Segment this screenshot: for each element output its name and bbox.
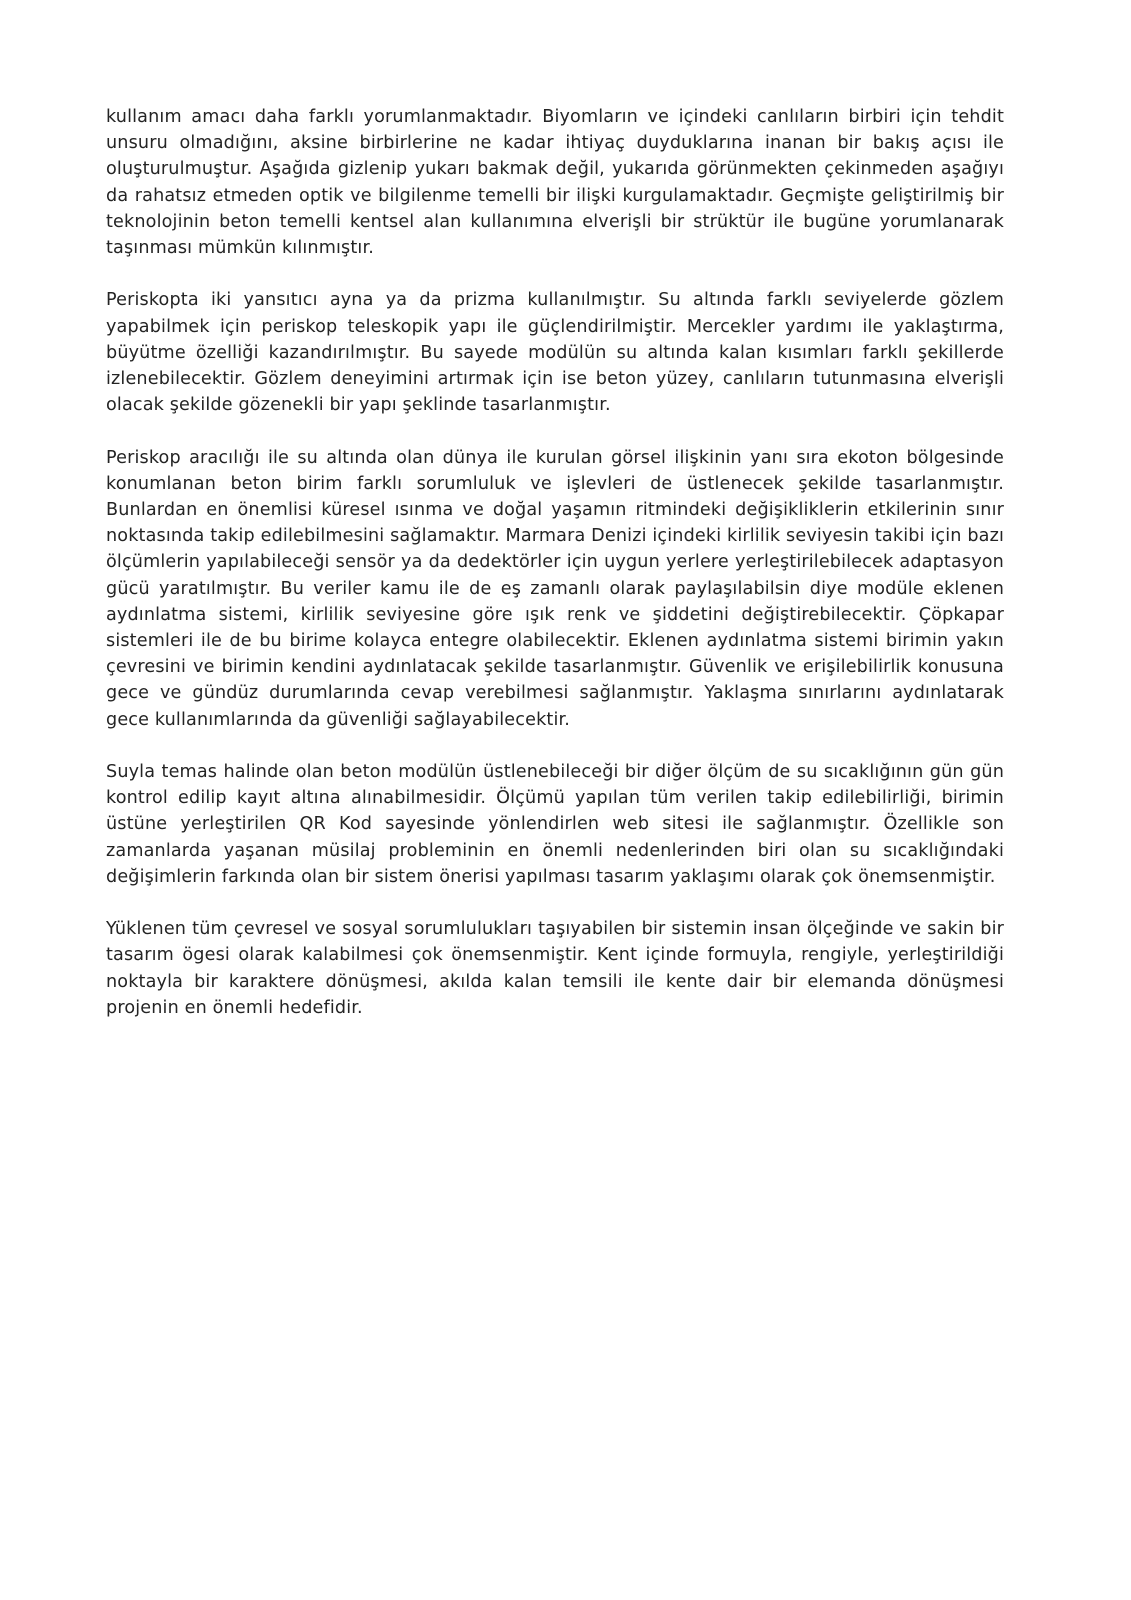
paragraph-concept: kullanım amacı daha farklı yorumlanmaktadır. Biyomların ve içindeki canlıların birbiri için tehdit unsuru olmadığını, aksine birbirlerine ne kadar ihtiyaç duyduklarına inanan bir bakış açısı ile oluşturulmuştur. Aşağıda gizlenip yukarı bakmak değil, yukarıda görünmekten çekinmeden aşağıyı da rahatsız etmeden optik ve bilgilenme temelli bir ilişki kurgulamaktadır. Geçmişte geliştirilmiş bir teknolojinin beton temelli kentsel alan kullanımına elverişli bir strüktür ile bugüne yorumlanarak taşınması mümkün kılınmıştır. <box>106 107 1004 259</box>
paragraph-periscope-optics: Periskopta iki yansıtıcı ayna ya da prizma kullanılmıştır. Su altında farklı seviyelerde gözlem yapabilmek için periskop teleskopik yapı ile güçlendirilmiştir. Mercekler yardımı ile yaklaştırma, büyütme özelliği kazandırılmıştır. Bu sayede modülün su altında kalan kısımları farklı şekillerde izlenebilecektir. Gözlem deneyimini artırmak için ise beton yüzey, canlıların tutunmasına elverişli olacak şekilde gözenekli bir yapı şeklinde tasarlanmıştır. <box>106 290 1004 416</box>
document-page <box>106 104 1004 1021</box>
paragraph-water-temperature: Suyla temas halinde olan beton modülün üstlenebileceği bir diğer ölçüm de su sıcaklığının gün gün kontrol edilip kayıt altına alınabilmesidir. Ölçümü yapılan tüm verilen takip edilebilirliği, birimin üstüne yerleştirilen QR Kod sayesinde yönlendirlen web sitesi ile sağlanmıştır. Özellikle son zamanlarda yaşanan müsilaj probleminin en önemli nedenlerinden biri olan su sıcaklığındaki değişimlerin farkında olan bir sistem önerisi yapılması tasarım yaklaşımı olarak çok önemsenmiştir. <box>106 762 1004 887</box>
paragraph-monitoring-lighting: Periskop aracılığı ile su altında olan dünya ile kurulan görsel ilişkinin yanı sıra ekoton bölgesinde konumlanan beton birim farklı sorumluluk ve işlevleri de üstlenecek şekilde tasarlanmıştır. Bunlardan en önemlisi küresel ısınma ve doğal yaşamın ritmindeki değişikliklerin etkilerinin sınır noktasında takip edilebilmesini sağlamaktır. Marmara Denizi içindeki kirlilik seviyesin takibi için bazı ölçümlerin yapılabileceği sensör ya da dedektörler için uygun yerlere yerleştirilebilecek adaptasyon gücü yaratılmıştır. Bu veriler kamu ile de eş zamanlı olarak paylaşılabilsin diye modüle eklenen aydınlatma sistemi, kirlilik seviyesine göre ışık renk ve şiddetini değiştirebilecektir. Çöpkapar sistemleri ile de bu birime kolayca entegre olabilecektir. Eklenen aydınlatma sistemi birimin yakın çevresini ve birimin kendini aydınlatacak şekilde tasarlanmıştır. Güvenlik ve erişilebilirlik konusuna gece ve gündüz durumlarında cevap verebilmesi sağlanmıştır. Yaklaşma sınırlarını aydınlatarak gece kullanımlarında da güvenliği sağlayabilecektir. <box>106 447 1004 730</box>
paragraph-design-goal: Yüklenen tüm çevresel ve sosyal sorumlulukları taşıyabilen bir sistemin insan ölçeğinde ve sakin bir tasarım ögesi olarak kalabilmesi çok önemsenmiştir. Kent içinde formuyla, rengiyle, yerleştirildiği noktayla bir karaktere dönüşmesi, akılda kalan temsili ile kente dair bir elemanda dönüşmesi projenin en önemli hedefidir. <box>106 919 1004 1018</box>
